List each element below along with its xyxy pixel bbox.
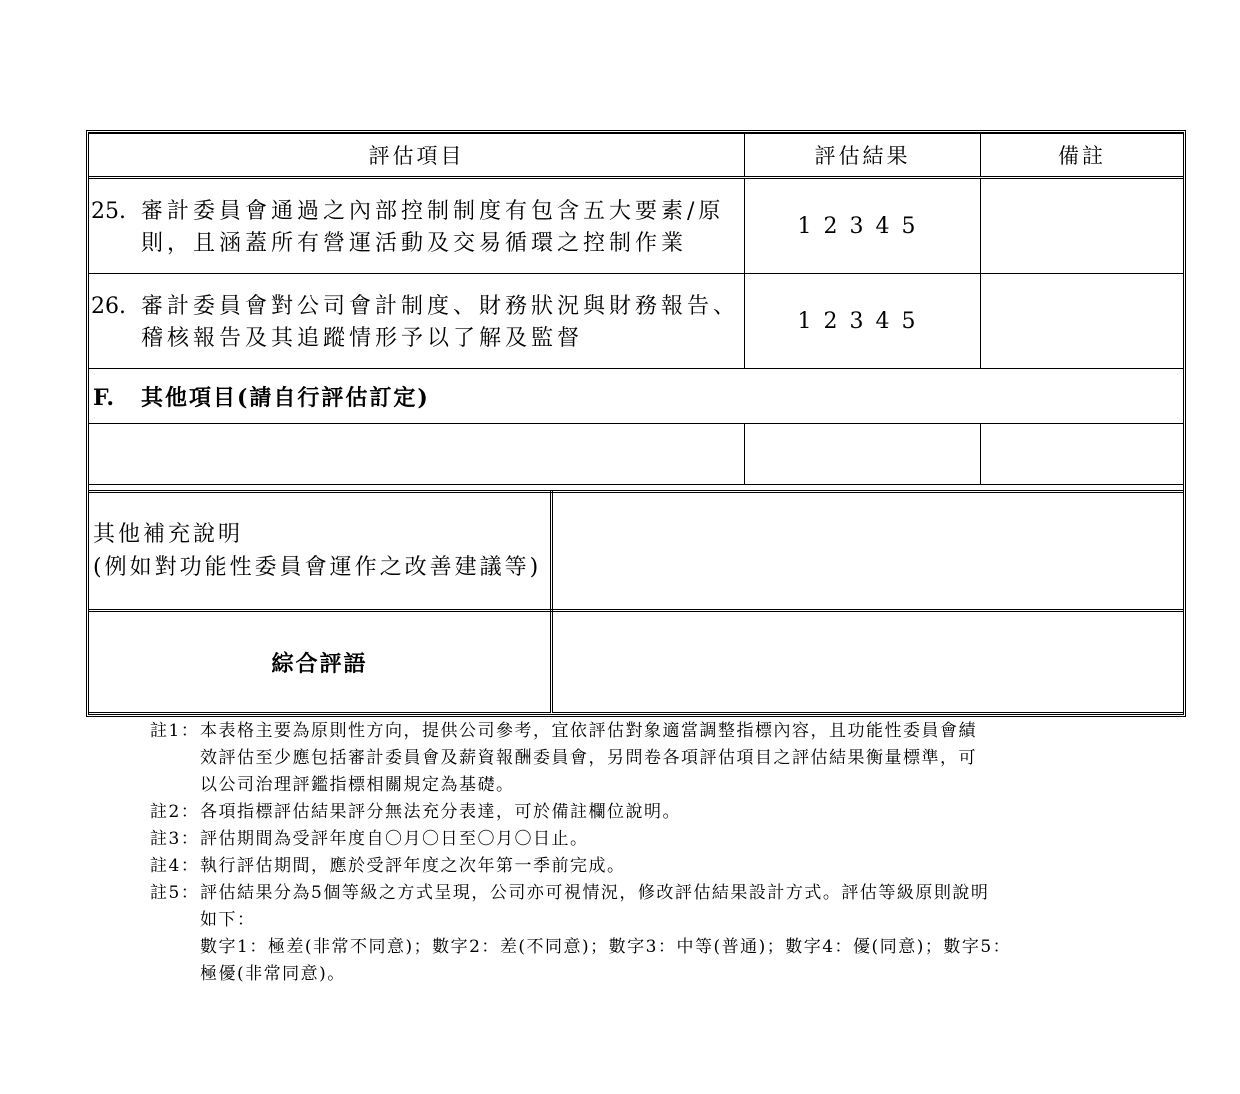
remark-cell[interactable] bbox=[981, 274, 1184, 369]
supplement-input-cell[interactable] bbox=[552, 492, 1184, 611]
overall-comment-cell[interactable] bbox=[552, 611, 1184, 713]
item-cell bbox=[89, 274, 745, 369]
evaluation-table bbox=[88, 133, 1184, 485]
table-row bbox=[89, 178, 1184, 274]
comments-table bbox=[88, 490, 1184, 713]
overall-row bbox=[89, 611, 1184, 713]
note-line: 數字1：極差(非常不同意)；數字2：差(不同意)；數字3：中等(普通)；數字4：優(同意)；數字5： bbox=[200, 937, 1012, 957]
supplement-row bbox=[89, 492, 1184, 611]
table-header-row bbox=[89, 134, 1184, 178]
item-text-line: 審計委員會通過之內部控制制度有包含五大要素/原 bbox=[141, 199, 725, 224]
note-line: 本表格主要為原則性方向，提供公司參考，宜依評估對象適當調整指標內容，且功能性委員會績 bbox=[200, 721, 977, 741]
item-text-line: 則，且涵蓋所有營運活動及交易循環之控制作業 bbox=[141, 231, 688, 256]
item-text-line: 稽核報告及其追蹤情形予以了解及監督 bbox=[141, 326, 584, 351]
note-label: 註3： bbox=[150, 829, 200, 849]
note-line: 效評估至少應包括審計委員會及薪資報酬委員會，另問卷各項評估項目之評估結果衡量標準，可 bbox=[200, 748, 977, 768]
note-line: 評估期間為受評年度自〇月〇日至〇月〇日止。 bbox=[200, 829, 589, 849]
overall-comment-label: 綜合評語 bbox=[89, 611, 552, 713]
item-number: 25. bbox=[91, 199, 126, 224]
remark-cell[interactable] bbox=[981, 178, 1184, 274]
custom-result-cell[interactable] bbox=[745, 424, 981, 485]
note-item bbox=[150, 799, 1110, 826]
score-options[interactable]: 12345 bbox=[745, 274, 981, 369]
score-options[interactable]: 12345 bbox=[745, 178, 981, 274]
notes-section bbox=[150, 718, 1110, 988]
note-line: 極優(非常同意)。 bbox=[200, 964, 346, 984]
header-result: 評估結果 bbox=[745, 134, 981, 178]
note-line: 如下： bbox=[200, 910, 256, 930]
section-row bbox=[89, 369, 1184, 424]
section-heading bbox=[89, 369, 1184, 424]
note-label: 註5： bbox=[150, 883, 200, 903]
note-line: 以公司治理評鑑指標相關規定為基礎。 bbox=[200, 775, 515, 795]
blank-row bbox=[89, 424, 1184, 485]
supplement-example: (例如對功能性委員會運作之改善建議等) bbox=[93, 555, 542, 580]
note-item bbox=[150, 718, 1110, 799]
supplement-label-cell bbox=[89, 492, 552, 611]
note-label: 註1： bbox=[150, 721, 200, 741]
section-title: 其他項目(請自行評估訂定) bbox=[141, 384, 430, 411]
header-item: 評估項目 bbox=[89, 134, 745, 178]
custom-remark-cell[interactable] bbox=[981, 424, 1184, 485]
section-letter: F. bbox=[93, 384, 115, 411]
note-item bbox=[150, 853, 1110, 880]
supplement-label: 其他補充說明 bbox=[93, 522, 244, 547]
note-label: 註2： bbox=[150, 802, 200, 822]
item-number: 26. bbox=[91, 294, 126, 319]
table-row bbox=[89, 274, 1184, 369]
note-line: 評估結果分為5個等級之方式呈現，公司亦可視情況，修改評估結果設計方式。評估等級原則說明 bbox=[200, 883, 990, 903]
note-item bbox=[150, 880, 1110, 988]
item-cell bbox=[89, 178, 745, 274]
note-label: 註4： bbox=[150, 856, 200, 876]
note-item bbox=[150, 826, 1110, 853]
item-text-line: 審計委員會對公司會計制度、財務狀況與財務報告、 bbox=[141, 294, 740, 319]
note-line: 各項指標評估結果評分無法充分表達，可於備註欄位說明。 bbox=[200, 802, 681, 822]
note-line: 執行評估期間，應於受評年度之次年第一季前完成。 bbox=[200, 856, 626, 876]
header-remark: 備註 bbox=[981, 134, 1184, 178]
custom-item-cell[interactable] bbox=[89, 424, 745, 485]
